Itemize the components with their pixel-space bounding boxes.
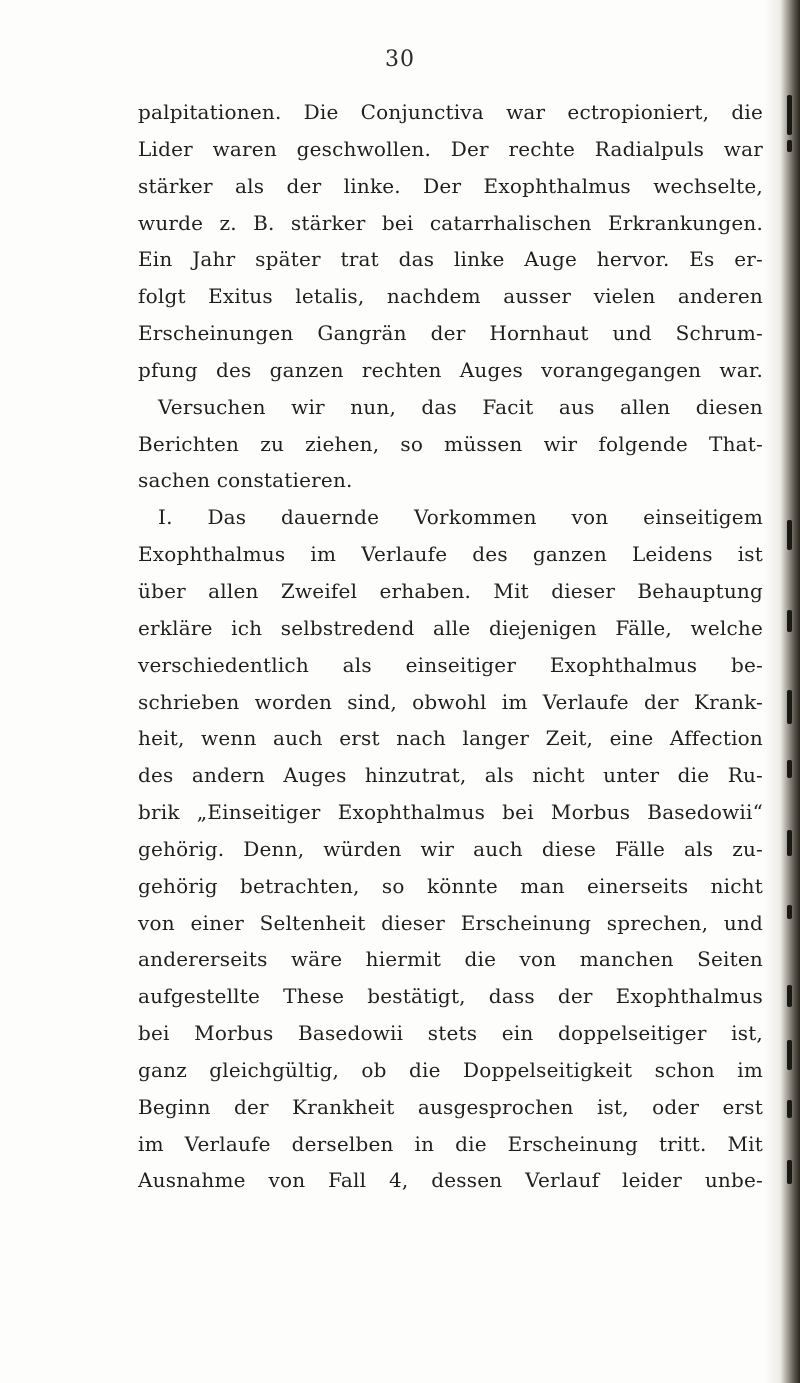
text-line: andererseits wäre hiermit die von manchen Seiten (138, 947, 763, 972)
text-line: aufgestellte These bestätigt, dass der Exophthalmus (138, 984, 763, 1009)
text-line: I. Das dauernde Vorkommen von einseitigem (158, 505, 763, 530)
page-number: 30 (385, 47, 415, 72)
text-line: wurde z. B. stärker bei catarrhalischen Erkrankungen. (138, 210, 763, 235)
text-line: Exophthalmus im Verlaufe des ganzen Leidens ist (138, 542, 763, 567)
text-line: heit, wenn auch erst nach langer Zeit, eine Affection (138, 726, 763, 751)
text-line: gehörig. Denn, würden wir auch diese Fälle als zu- (138, 836, 763, 861)
page-edge-marks (782, 0, 792, 1383)
text-line: Erscheinungen Gangrän der Hornhaut und Schrum- (138, 321, 763, 346)
text-line: palpitationen. Die Conjunctiva war ectropioniert, die (138, 100, 763, 124)
text-line: folgt Exitus letalis, nachdem ausser vielen anderen (138, 284, 763, 309)
text-line: stärker als der linke. Der Exophthalmus wechselte, (138, 173, 763, 198)
body-text (138, 94, 763, 1199)
text-line: gehörig betrachten, so könnte man einerseits nicht (138, 873, 763, 898)
text-line: Berichten zu ziehen, so müssen wir folgende That- (138, 431, 763, 456)
text-line: über allen Zweifel erhaben. Mit dieser Behauptung (138, 578, 763, 603)
text-line: sachen constatieren. (138, 468, 353, 493)
text-line: verschiedentlich als einseitiger Exophthalmus be- (138, 652, 763, 677)
text-line: erkläre ich selbstredend alle diejenigen Fälle, welche (138, 615, 763, 640)
text-line: Versuchen wir nun, das Facit aus allen diesen (158, 394, 763, 419)
text-line: Lider waren geschwollen. Der rechte Radialpuls war (138, 136, 763, 161)
text-line: pfung des ganzen rechten Auges vorangegangen war. (138, 357, 763, 382)
text-line: Ein Jahr später trat das linke Auge hervor. Es er- (138, 247, 763, 272)
text-line: Beginn der Krankheit ausgesprochen ist, oder erst (138, 1094, 763, 1119)
text-line: des andern Auges hinzutrat, als nicht unter die Ru- (138, 763, 763, 788)
text-line: bei Morbus Basedowii stets ein doppelseitiger ist, (138, 1021, 763, 1046)
text-line: schrieben worden sind, obwohl im Verlaufe der Krank- (138, 689, 763, 714)
text-line: im Verlaufe derselben in die Erscheinung tritt. Mit (138, 1131, 763, 1156)
text-line: ganz gleichgültig, ob die Doppelseitigkeit schon im (138, 1057, 763, 1082)
text-line: von einer Seltenheit dieser Erscheinung sprechen, und (138, 910, 763, 935)
text-line: brik „Einseitiger Exophthalmus bei Morbus Basedowii“ (138, 800, 763, 825)
text-line: Ausnahme von Fall 4, dessen Verlauf leider unbe- (138, 1168, 763, 1193)
